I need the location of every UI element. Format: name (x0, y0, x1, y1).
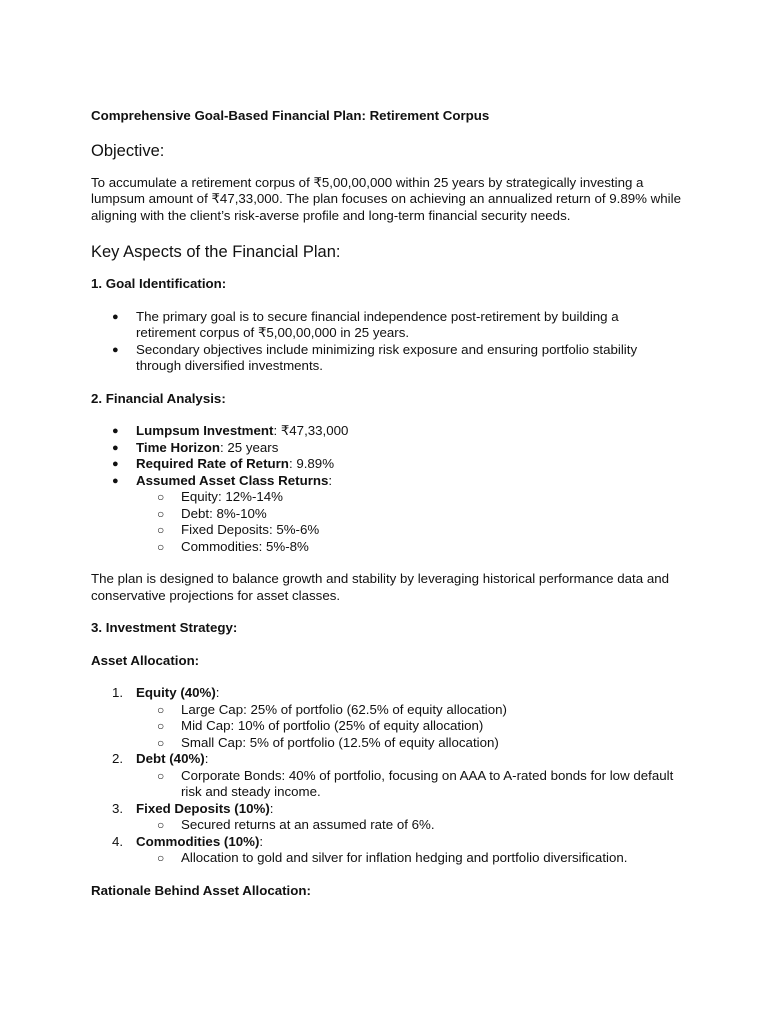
spacer (91, 555, 681, 571)
list-item (91, 473, 681, 556)
list-item (91, 440, 681, 457)
goal-identification-heading: 1. Goal Identification: (91, 276, 227, 291)
item-label: Lumpsum Investment (136, 423, 274, 438)
document-title: Comprehensive Goal-Based Financial Plan: Retirement Corpus (91, 108, 490, 123)
item-suffix: : (215, 685, 220, 700)
list-item (91, 801, 681, 834)
item-value: : 9.89% (288, 456, 335, 471)
sub-list-item: ○ Equity: 12%-14% (136, 489, 681, 506)
key-aspects-heading: Key Aspects of the Financial Plan: (91, 243, 341, 261)
sub-list-item: ○ Fixed Deposits: 5%-6% (136, 522, 681, 539)
item-suffix: : (269, 800, 274, 816)
list-item: ● Secondary objectives include minimizing risk exposure and ensuring portfolio stability through diversified investments. (91, 342, 681, 375)
sub-list-item: ○ Large Cap: 25% of portfolio (62.5% of equity allocation) (136, 702, 681, 719)
item-number: 3. (112, 800, 124, 816)
item-value: : (328, 472, 333, 488)
sub-list-item: ○ Small Cap: 5% of portfolio (12.5% of equity allocation) (136, 735, 681, 752)
list-item (91, 456, 681, 473)
rationale-heading: Rationale Behind Asset Allocation: (91, 882, 311, 898)
financial-analysis-list (91, 423, 681, 555)
list-item (91, 685, 681, 751)
sub-list-item: ○ Commodities: 5%-8% (136, 539, 681, 556)
investment-strategy-heading: 3. Investment Strategy: (91, 620, 238, 635)
item-label: Fixed Deposits (10%) (136, 800, 270, 816)
financial-analysis-summary: The plan is designed to balance growth and stability by leveraging historical performance data and conservative projections for asset classes. (91, 571, 670, 603)
item-label: Assumed Asset Class Returns (136, 472, 329, 488)
sub-list-item: ○ Mid Cap: 10% of portfolio (25% of equity allocation) (136, 718, 681, 735)
item-number: 4. (112, 833, 124, 849)
equity-sublist (136, 702, 681, 752)
asset-returns-sublist (136, 489, 681, 555)
item-suffix: : (259, 833, 264, 849)
item-value: : 25 years (219, 439, 279, 455)
debt-sublist (136, 768, 681, 801)
document-body (91, 108, 681, 915)
item-suffix: : (204, 751, 209, 766)
item-label: Time Horizon (136, 439, 220, 455)
item-number: 2. (112, 751, 124, 766)
sub-list-item: ○ Debt: 8%-10% (136, 506, 681, 523)
list-item (91, 423, 681, 440)
asset-allocation-heading: Asset Allocation: (91, 652, 200, 668)
sub-list-item: ○ Allocation to gold and silver for inflation hedging and portfolio diversification. (136, 850, 681, 867)
item-number: 1. (112, 685, 124, 700)
goal-bullet-list (91, 309, 681, 375)
list-item: ● The primary goal is to secure financial independence post-retirement by building a retirement corpus of ₹5,00,00,000 in 25 years. (91, 309, 681, 342)
item-label: Debt (40%) (136, 751, 205, 766)
sub-list-item: ○ Secured returns at an assumed rate of 6%. (136, 817, 681, 834)
objective-heading: Objective: (91, 141, 165, 160)
item-label: Commodities (10%) (136, 833, 260, 849)
fixed-deposits-sublist (136, 817, 681, 834)
financial-analysis-heading: 2. Financial Analysis: (91, 390, 226, 406)
list-item (91, 834, 681, 867)
sub-list-item: ○ Corporate Bonds: 40% of portfolio, focusing on AAA to A-rated bonds for low default risk and steady income. (136, 768, 681, 801)
list-item (91, 751, 681, 801)
asset-allocation-list (91, 685, 681, 867)
item-label: Required Rate of Return (136, 456, 289, 471)
objective-text: To accumulate a retirement corpus of ₹5,00,00,000 within 25 years by strategically investing a lumpsum amount of ₹47,33,000. The plan focuses on achieving an annualized return of 9.89% while aligning with the client’s risk-averse profile and long-term financial security needs. (91, 174, 681, 223)
item-label: Equity (40%) (136, 685, 216, 700)
commodities-sublist (136, 850, 681, 867)
item-value: : ₹47,33,000 (273, 423, 349, 438)
